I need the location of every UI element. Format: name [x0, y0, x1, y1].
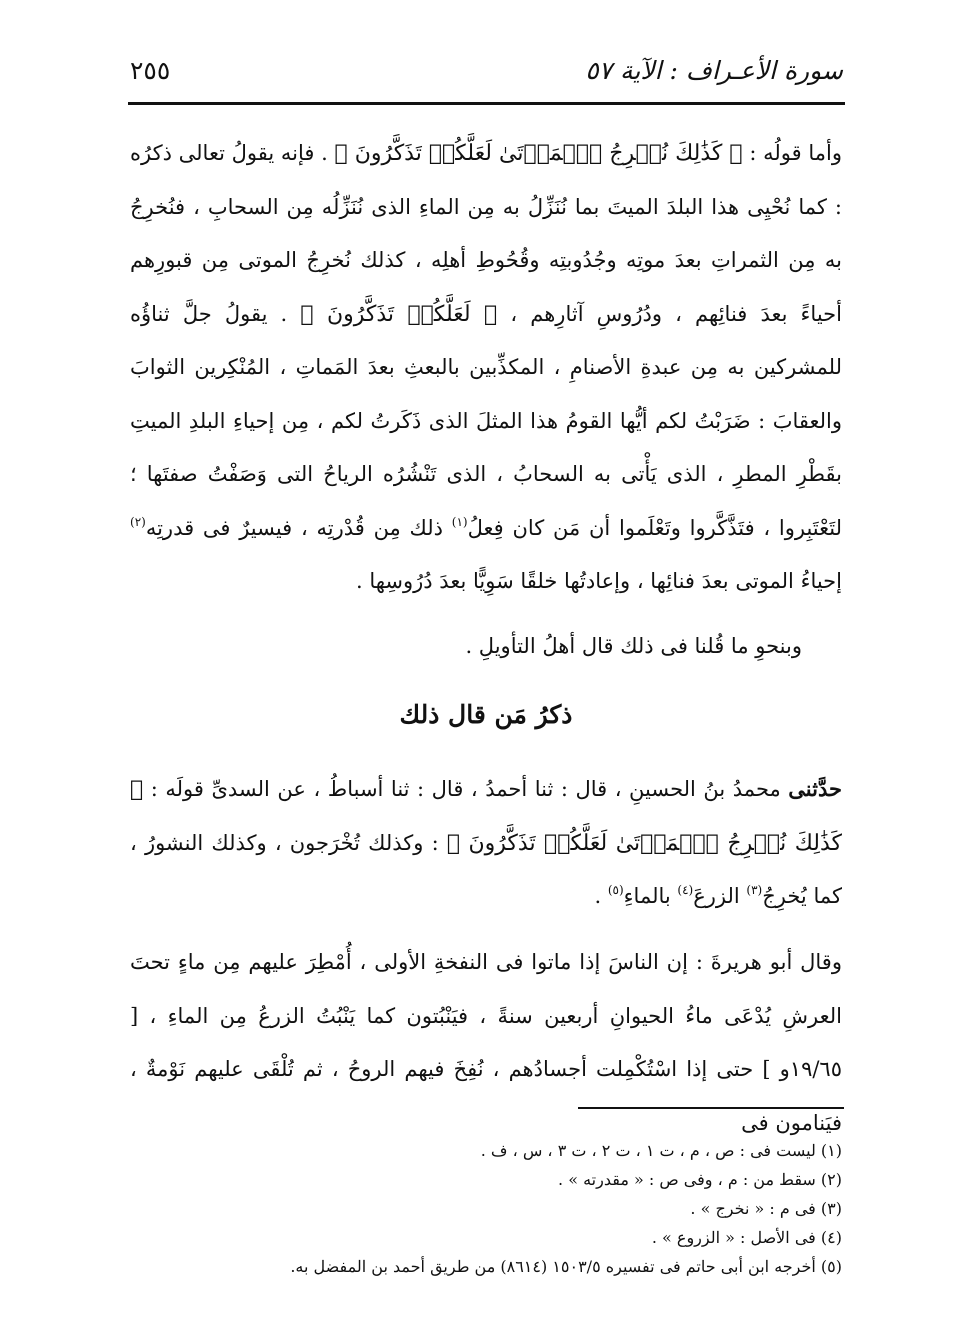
- paragraph-text: وبنحوِ ما قُلنا فى ذلك قال أهلُ التأويلِ .: [465, 634, 802, 658]
- paragraph-text: محمدُ بنُ الحسينِ ، قال : ثنا أحمدُ ، قال : ثنا أسباطُ ، عن السدىِّ قولَه :: [143, 777, 789, 801]
- footnote-marker: (٤): [677, 883, 694, 897]
- paragraph-text: : وكذلك تُخْرَجون ، وكذلك النشورُ ، كما يُخرِجُ: [130, 830, 842, 908]
- paragraph-text: بالماءِ: [623, 884, 678, 908]
- section-heading: ذكرُ مَن قال ذلك: [399, 700, 573, 729]
- footnote-rule: [578, 1107, 844, 1109]
- page-number: ٢٥٥: [130, 56, 171, 85]
- paragraph-text: .: [594, 884, 608, 908]
- footnote-marker: (٢): [130, 514, 146, 529]
- header-rule: [128, 102, 845, 105]
- commentary-paragraph-1: [130, 127, 842, 609]
- paragraph-text: . فإنه يقولُ تعالى ذكرُه : كما نُحْيِى هذا البلدَ الميتَ بما نُنَزِّلُ به مِن الماءِ الذى نُنَزِّلُه مِن السحابِ ، فنُخرِجُ به مِن الثمراتِ بعدَ موتِه وجُدُوبتِه وقُحُوطِ أهلِه ، كذلك نُخرِجُ الموتى مِن قبورِهم أحياءً بعدَ فنائِهم ، ودُرُوسِ آثارِهم ،: [130, 141, 842, 326]
- narration-paragraph: [130, 762, 842, 924]
- running-header: [130, 52, 843, 96]
- paragraph-text: وأما قولُه :: [742, 141, 842, 165]
- footnotes: [180, 1136, 842, 1281]
- footnote-marker: (١): [451, 514, 468, 529]
- commentary-paragraph-4: [130, 936, 842, 1150]
- footnote: (٣) فى م : « نخرج » .: [690, 1199, 842, 1218]
- paragraph-text: ذلك مِن قُدْرتِه ، فيسيرٌ فى قدرتِه: [145, 515, 452, 540]
- footnote: (٢) سقط من : م ، وفى ص : « مقدرته » .: [558, 1170, 842, 1189]
- footnote: (١) ليست فى : ص ، م ، ت ١ ، ت ٢ ، ت ٣ ، س ، ف .: [480, 1141, 842, 1160]
- footnote: (٤) فى الأصل : « الزروع » .: [651, 1228, 842, 1247]
- quran-verse: ﴿ كَذَٰلِكَ نُخۡرِجُ ٱلۡمَوۡتَىٰ لَعَلَّكُمۡ تَذَكَّرُونَ ﴾: [130, 777, 842, 856]
- quran-verse: ﴿ لَعَلَّكُمۡ تَذَكَّرُونَ ﴾: [300, 301, 498, 327]
- narration-lead: حدَّثنى: [788, 776, 842, 801]
- paragraph-text: . يقولُ جلَّ ثناؤُه للمشركين به مِن عبدةِ الأصنامِ ، المكذِّبين بالبعثِ بعدَ المَماتِ ، المُنْكِرين الثوابَ والعقابَ : ضَرَبْتُ لكم أيُّها القومُ هذا المثلَ الذى ذَكَرتُ لكم ، مِن إحياءِ البلدِ الميتِ بقَطْرِ المطرِ ، الذى يَأْتى به السحابُ ، الذى تَنْشُرُه الرياحُ التى وَصَفْتُ صفتَها ؛ لتَعْتَبِروا ، فتَذَّكَّروا وتَعْلَموا أن مَن كان فِعلُ: [130, 301, 843, 540]
- footnote-marker: (٣): [746, 883, 763, 897]
- footnote-marker: (٥): [607, 883, 624, 897]
- paragraph-text: إحياءُ الموتى بعدَ فنائِها ، وإعادتُها خلقًا سَوِيًّا بعدَ دُرُوسِها .: [355, 569, 842, 593]
- surah-verse-title: سورة الأعـراف : الآية ٥٧: [585, 56, 843, 85]
- footnote: (٥) أخرجه ابن أبى حاتم فى تفسيره ١٥٠٣/٥ (٨٦١٤) من طريق أحمد بن المفضل به.: [290, 1257, 842, 1276]
- commentary-paragraph-2: [130, 620, 842, 674]
- paragraph-text: وقال أبو هريرةَ : إن الناسَ إذا ماتوا فى النفخةِ الأولى ، أُمْطِرَ عليهم مِن ماءٍ تحتَ العرشِ يُدْعَى ماءُ الحيوانِ أربعين سنةً ، فيَنْبُتون كما يَنْبُتُ الزرعُ مِن الماءِ ، [ ١٩/٦٥و ] حتى إذا اسْتُكْمِلت أجسادُهم ، نُفِخَ فيهم الروحُ ، ثم تُلْقَى عليهم نَوْمةٌ ، فيَنامون فى: [130, 950, 842, 1135]
- paragraph-text: الزرعَ: [693, 884, 747, 908]
- quran-verse: ﴿ كَذَٰلِكَ نُخۡرِجُ ٱلۡمَوۡتَىٰ لَعَلَّكُمۡ تَذَكَّرُونَ ﴾: [334, 141, 743, 166]
